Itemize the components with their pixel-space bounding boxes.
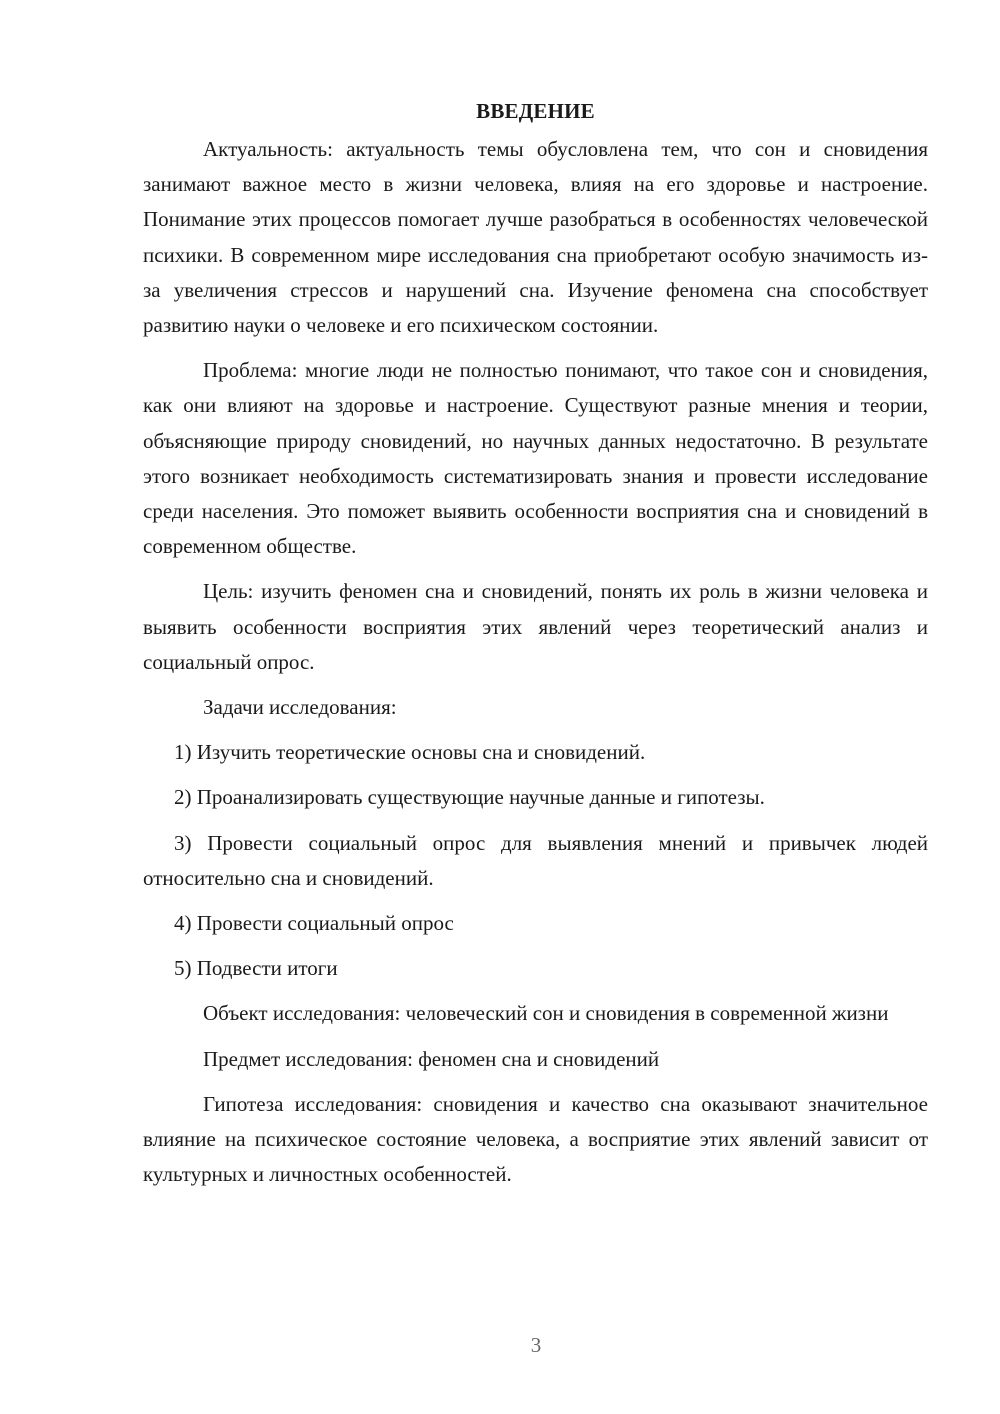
section-title: ВВЕДЕНИЕ [476,99,595,123]
task-item-4: 4) Провести социальный опрос [174,911,454,936]
document-page [143,94,928,1202]
tasks-heading: Задачи исследования: [203,695,397,720]
task-item-1: 1) Изучить теоретические основы сна и сновидений. [174,740,646,765]
page-number: 3 [530,1333,542,1357]
task-item-3: 3) Провести социальный опрос для выявления мнений и привычек людей относительно сна и сновидений. [143,830,928,890]
subject-paragraph: Предмет исследования: феномен сна и сновидений [203,1046,660,1071]
object-paragraph: Объект исследования: человеческий сон и сновидения в современной жизни [203,1001,889,1026]
task-item-5: 5) Подвести итоги [174,956,338,981]
task-item-2: 2) Проанализировать существующие научные данные и гипотезы. [174,785,765,810]
problem-paragraph: Проблема: многие люди не полностью понимают, что такое сон и сновидения, как они влияют на здоровье и настроение. Существуют разные мнения и теории, объясняющие природу сновидений, но научных данных недостаточно. В результате этого возникает необходимость систематизировать знания и провести исследование среди населения. Это поможет выявить особенности восприятия сна и сновидений в современном обществе. [143,358,928,559]
relevance-paragraph: Актуальность: актуальность темы обусловлена тем, что сон и сновидения занимают важное место в жизни человека, влияя на его здоровье и настроение. Понимание этих процессов помогает лучше разобраться в особенностях человеческой психики. В современном мире исследования сна приобретают особую значимость из-за увеличения стрессов и нарушений сна. Изучение феномена сна способствует развитию науки о человеке и его психическом состоянии. [143,137,928,338]
goal-paragraph: Цель: изучить феномен сна и сновидений, понять их роль в жизни человека и выявить особенности восприятия этих явлений через теоретический анализ и социальный опрос. [143,579,928,674]
hypothesis-paragraph: Гипотеза исследования: сновидения и качество сна оказывают значительное влияние на психическое состояние человека, а восприятие этих явлений зависит от культурных и личностных особенностей. [143,1091,928,1187]
tasks-list [143,735,928,986]
